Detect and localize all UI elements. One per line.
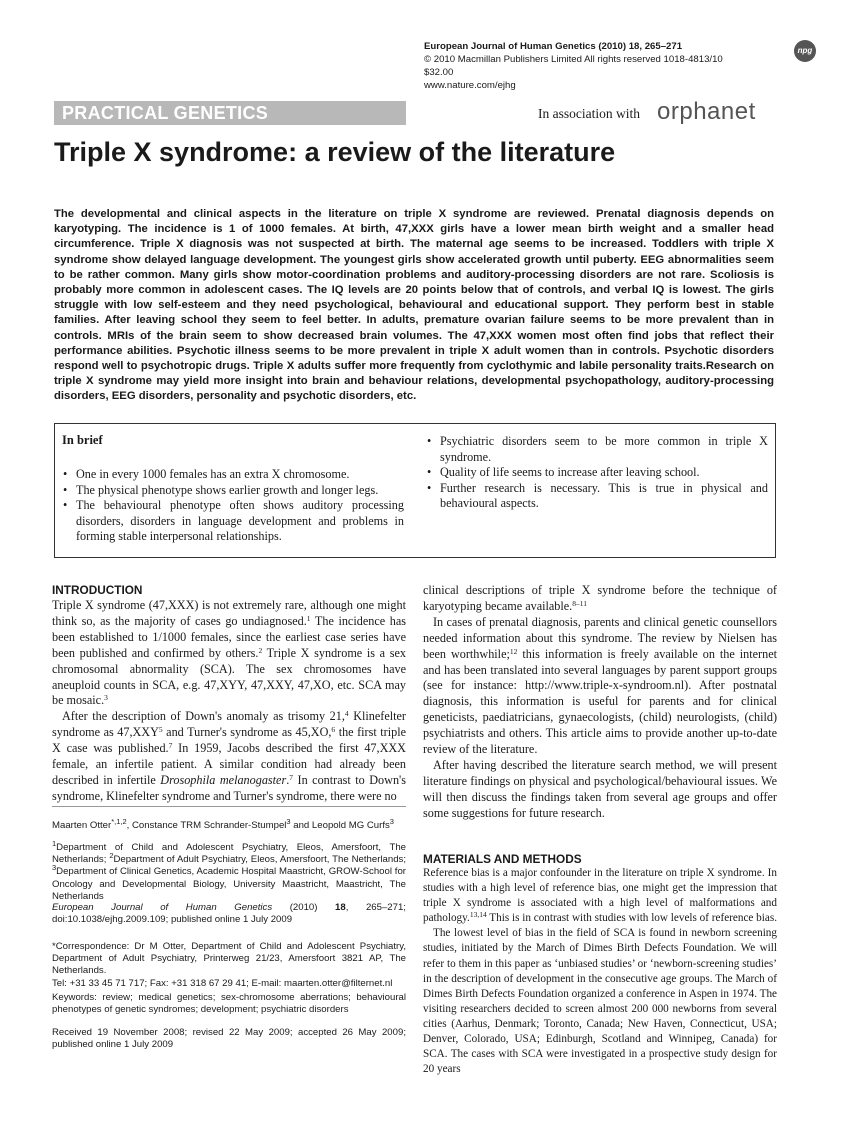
methods-heading: MATERIALS AND METHODS xyxy=(423,852,582,866)
author-list: Maarten Otter$^{*,1,2}$, Constance TRM Schrander-Stumpel$^3$ and Leopold MG Curfs$^3$ xyxy=(52,817,394,831)
paragraph: Triple X syndrome (47,XXX) is not extremely rare, although one might think so, as the majority of cases go undiagnosed.$^1$ The incidence has been established to 1/1000 females, since the earliest case series have been published and confirmed by others.$^2$ Triple X syndrome is a sex chromosomal abnormality (SCA). The sex chromosomes have aneuploid counts in SCA, e.g. 47,XYY, 47,XXY, 47,XO, etc. SCA may be mosaic.$^3$ xyxy=(52,598,406,708)
citation-ref[interactable]: 1 xyxy=(306,613,311,623)
paragraph: In cases of prenatal diagnosis, parents and clinical genetic counsellors needed information about this syndrome. The review by Nielsen has been worthwhile;$^{12}$ this information is freely available on the internet and has been translated into several languages by parent support groups (see for instance: http://www.triple-x-syndroom.nl). After postnatal diagnosis, this information is useful for parents and for clinical geneticists, paediatricians, gynaecologists, (child) neurologists, (child) psychiatrists and others. This article aims to provide another up-to-date review of the literature. xyxy=(423,614,777,757)
article-citation: European Journal of Human Genetics (2010) 18, 265–271; doi:10.1038/ejhg.2009.109; published online 1 July 2009 xyxy=(52,902,406,926)
affiliations: $^1$Department of Child and Adolescent Psychiatry, Eleos, Amersfoort, The Netherlands; $^2$Department of Adult Psychiatry, Eleos, Amersfoort, The Netherlands; $^3$Department of Clinical Genetics, Academic Hospital Maastricht, GROW-School for Oncology and Developmental Biology, University Maastricht, Maastricht, The Netherlands xyxy=(52,839,406,902)
npg-logo: npg xyxy=(794,40,816,62)
contact-info[interactable]: Tel: +31 33 45 71 717; Fax: +31 318 67 29 41; E-mail: maarten.otter@filternet.nl xyxy=(52,977,393,989)
citation-ref[interactable]: 2 xyxy=(258,645,263,655)
list-item: • Further research is necessary. This is true in physical and behavioural aspects. xyxy=(427,480,768,511)
species-name: Drosophila melanogaster xyxy=(160,772,287,787)
in-brief-right-column xyxy=(424,434,768,512)
citation-ref[interactable]: 3 xyxy=(104,693,108,703)
citation-ref[interactable]: 5 xyxy=(158,725,163,735)
citation-ref[interactable]: 8–11 xyxy=(572,598,587,608)
bullet-icon: • xyxy=(427,434,432,448)
abstract: The developmental and clinical aspects in the literature on triple X syndrome are reviewed. Prenatal diagnosis depends on karyotyping. The incidence is 1 of 1000 females. At birth, 47,XXX girls have a lower mean birth weight and a smaller head circumference. Triple X diagnosis was not suspected at birth. The maternal age seems to be increased. Toddlers with triple X syndrome show delayed language development. The youngest girls show accelerated growth until puberty. EEG abnormalities seem to be rather common. Many girls show motor-coordination problems and auditory-processing disorders are not rare. Scoliosis is probably more common in adolescent cases. The IQ levels are 20 points below that of controls, and verbal IQ is lowest. The girls struggle with low self-esteem and they need psychological, behavioural and educational support. They perform best in stable families. After leaving school they seem to feel better. In adults, premature ovarian failure seems to be more prevalent than in controls. MRIs of the brain seem to show decreased brain volumes. The 47,XXX women most often find jobs that reflect their performance abilities. Psychotic illness seems to be more prevalent in triple X adult women than in controls. Psychotic disorders respond well to psychotropic drugs. Triple X adults suffer more frequently from cyclothymic and labile personality traits.Research on triple X syndrome may yield more insight into brain and behaviour relations, developmental psychopathology, auditory-processing disorders, EEG disorders, personality and psychotic disorders, etc. xyxy=(54,208,774,403)
copyright-line: © 2010 Macmillan Publishers Limited All rights reserved 1018-4813/10 $32.00 xyxy=(424,54,723,78)
bullet-icon: • xyxy=(63,467,68,481)
received-dates: Received 19 November 2008; revised 22 May 2009; accepted 26 May 2009; published online 1 July 2009 xyxy=(52,1027,406,1051)
journal-citation: European Journal of Human Genetics (2010) 18, 265–271 xyxy=(424,41,683,52)
section-label: PRACTICAL GENETICS xyxy=(62,103,269,123)
citation-ref[interactable]: 4 xyxy=(344,709,349,719)
section-banner xyxy=(54,101,406,125)
journal-url[interactable]: www.nature.com/ejhg xyxy=(424,80,516,91)
list-item: • The behavioural phenotype often shows auditory processing disorders, disorders in language development and problems in forming stable interpersonal relationships. xyxy=(63,498,404,544)
front-matter-divider xyxy=(52,806,406,807)
list-item: • Psychiatric disorders seem to be more common in triple X syndrome. xyxy=(427,434,768,464)
citation-ref[interactable]: 7 xyxy=(289,772,294,782)
keywords: Keywords: review; medical genetics; sex-chromosome aberrations; behavioural phenotypes of genetic syndromes; development; psychiatric disorders xyxy=(52,992,406,1016)
citation-ref[interactable]: 7 xyxy=(168,741,173,751)
list-item: • Quality of life seems to increase after leaving school. xyxy=(427,465,700,480)
bullet-icon: • xyxy=(63,482,68,497)
methods-text xyxy=(423,866,777,1077)
bullet-icon: • xyxy=(427,465,432,480)
citation-ref[interactable]: 13,14 xyxy=(469,910,487,920)
list-item: • One in every 1000 females has an extra X chromosome. xyxy=(63,467,350,481)
in-brief-left-column xyxy=(60,467,404,545)
article-title: Triple X syndrome: a review of the literature xyxy=(54,137,616,167)
introduction-right-column xyxy=(423,583,777,822)
paragraph: After having described the literature search method, we will present literature findings on physical and psychological/behavioural issues. We will then discuss the findings taken from several age groups and offer some suggestions for future research. xyxy=(423,757,777,820)
orphanet-logo: orphanet xyxy=(657,98,756,125)
paragraph: Reference bias is a major confounder in the literature on triple X syndrome. In studies with a high level of reference bias, one might get the impression that triple X syndrome is associated with a high level of malformations and pathology.$^{13,14}$ This is in contrast with studies with low levels of reference bias. xyxy=(423,867,777,925)
in-brief-heading: In brief xyxy=(62,433,103,447)
bullet-icon: • xyxy=(427,480,432,495)
journal-masthead xyxy=(424,40,754,92)
citation-ref[interactable]: 6 xyxy=(331,725,336,735)
introduction-heading: INTRODUCTION xyxy=(52,583,143,597)
list-item: • The physical phenotype shows earlier growth and longer legs. xyxy=(63,482,379,497)
citation-ref[interactable]: 12 xyxy=(509,646,518,656)
association-text: In association with xyxy=(538,106,640,121)
paragraph: clinical descriptions of triple X syndrome before the technique of karyotyping became available.$^{8-11}$ xyxy=(423,583,777,613)
introduction-left-column xyxy=(52,598,406,805)
paragraph: The lowest level of bias in the field of SCA is found in newborn screening studies, initiated by the March of Dimes Birth Defects Foundation. We will refer to them in this paper as ‘unbiased studies’ or ‘newborn-screening studies’ in the description of development in the consecutive age groups. The March of Dimes Birth Defects Foundation organized a conference in Aspen in 1974. The visiting researchers decided to screen almost 200 000 newborns from several cities (Aarhus, Denmark; Toronto, Canada; New Haven, Connecticut, USA; Denver, Colorado, USA; Edinburgh, Scotland and Winnipeg, Canada) for SCA. The cases with SCA were investigated in a prospective study design for 20 years xyxy=(423,927,777,1076)
correspondence: *Correspondence: Dr M Otter, Department of Child and Adolescent Psychiatry, Department of Adult Psychiatry, Printerweg 21/23, Amersfoort 3821 AP, The Netherlands. Tel: +31 33 45 71 717; Fax: +31 318 67 29 41; E-mail: maarten.otter@filternet.nl xyxy=(52,941,406,989)
bullet-icon: • xyxy=(63,498,68,513)
paragraph: After the description of Down's anomaly as trisomy 21,$^4$ Klinefelter syndrome as 47,XXY$^5$ and Turner's syndrome as 45,XO,$^6$ the first triple X case was published.$^7$ In 1959, Jacobs described the first 47,XXX female, an infertile patient. A similar condition had already been described in infertile Drosophila melanogaster.$^7$ In contrast to Down's syndrome, Klinefelter syndrome and Turner's syndrome, there were no xyxy=(52,709,406,803)
